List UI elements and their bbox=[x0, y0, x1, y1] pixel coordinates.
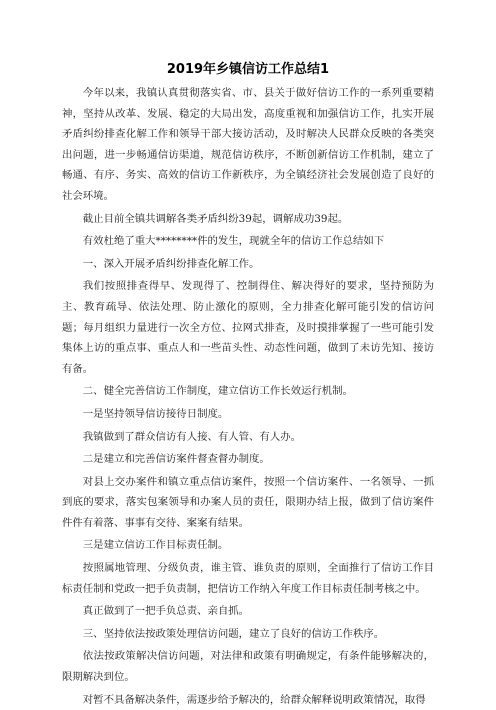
paragraph-2-3-body: 按照属地管理、分级负责，谁主管、谁负责的原则，全面推行了信访工作目标责任制和党政一把手负责制，把信访工作纳入年度工作目标责任制考核之中。 bbox=[62, 562, 434, 595]
paragraph-section-3-body: 依法按政策解决信访问题，对法律和政策有明确规定，有条件能够解决的，限期解决到位。 bbox=[62, 650, 434, 684]
paragraph-section-3-continued: 对暂不具备解决条件，需逐步给予解决的，给群众解释说明政策情况，取得 bbox=[82, 693, 426, 706]
document-title: 2019年乡镇信访工作总结1 bbox=[166, 62, 330, 77]
section-heading-1: 一、深入开展矛盾纠纷排查化解工作。 bbox=[82, 257, 260, 270]
subheading-2-1: 一是坚持领导信访接待日制度。 bbox=[82, 407, 229, 420]
paragraph-mediation-count: 截止目前全镇共调解各类矛盾纠纷39起，调解成功39起。 bbox=[82, 212, 349, 225]
paragraph-2-1-body: 我镇做到了群众信访有人接、有人管、有人办。 bbox=[82, 430, 301, 443]
paragraph-section-1-body: 我们按照排查得早、发现得了、控制得住、解决得好的要求，坚持预防为主、教育疏导、依法处理、防止激化的原则，全力排查化解可能引发的信访问题；每月组织力量进行一次全方位、拉网式排查，及时摸排掌握了一些可能引发集体上访的重点事、重点人和一些苗头性、动态性问题，做到了未访先知、接访有备。 bbox=[62, 280, 434, 375]
section-heading-2: 二、健全完善信访工作制度，建立信访工作长效运行机制。 bbox=[82, 385, 353, 398]
paragraph-intro: 今年以来，我镇认真贯彻落实省、市、县关于做好信访工作的一系列重要精神，坚持从改革、发展、稳定的大局出发，高度重视和加强信访工作，扎实开展矛盾纠纷排查化解工作和领导干部大接访活动，及时解决人民群众反映的各类突出问题，进一步畅通信访渠道，规范信访秩序，不断创新信访工作机制，建立了畅通、有序、务实、高效的信访工作新秩序，为全镇经济社会发展创造了良好的社会环境。 bbox=[62, 87, 434, 202]
paragraph-summary-lead: 有效杜绝了重大********件的发生，现就全年的信访工作总结如下 bbox=[82, 235, 385, 248]
section-heading-3: 三、坚持依法按政策处理信访问题，建立了良好的信访工作秩序。 bbox=[82, 627, 385, 640]
paragraph-2-3-closing: 真正做到了一把手负总责、亲自抓。 bbox=[82, 605, 250, 618]
document-page bbox=[62, 60, 434, 710]
subheading-2-2: 二是建立和完善信访案件督查督办制度。 bbox=[82, 453, 270, 466]
paragraph-2-2-body: 对县上交办案件和镇立重点信访案件，按照一个信访案件、一名领导、一抓到底的要求，落实包案领导和办案人员的责任，限期办结上报，做到了信访案件件件有着落、事事有交待、案案有结果。 bbox=[62, 475, 434, 529]
subheading-2-3: 三是建立信访工作目标责任制。 bbox=[82, 539, 229, 552]
